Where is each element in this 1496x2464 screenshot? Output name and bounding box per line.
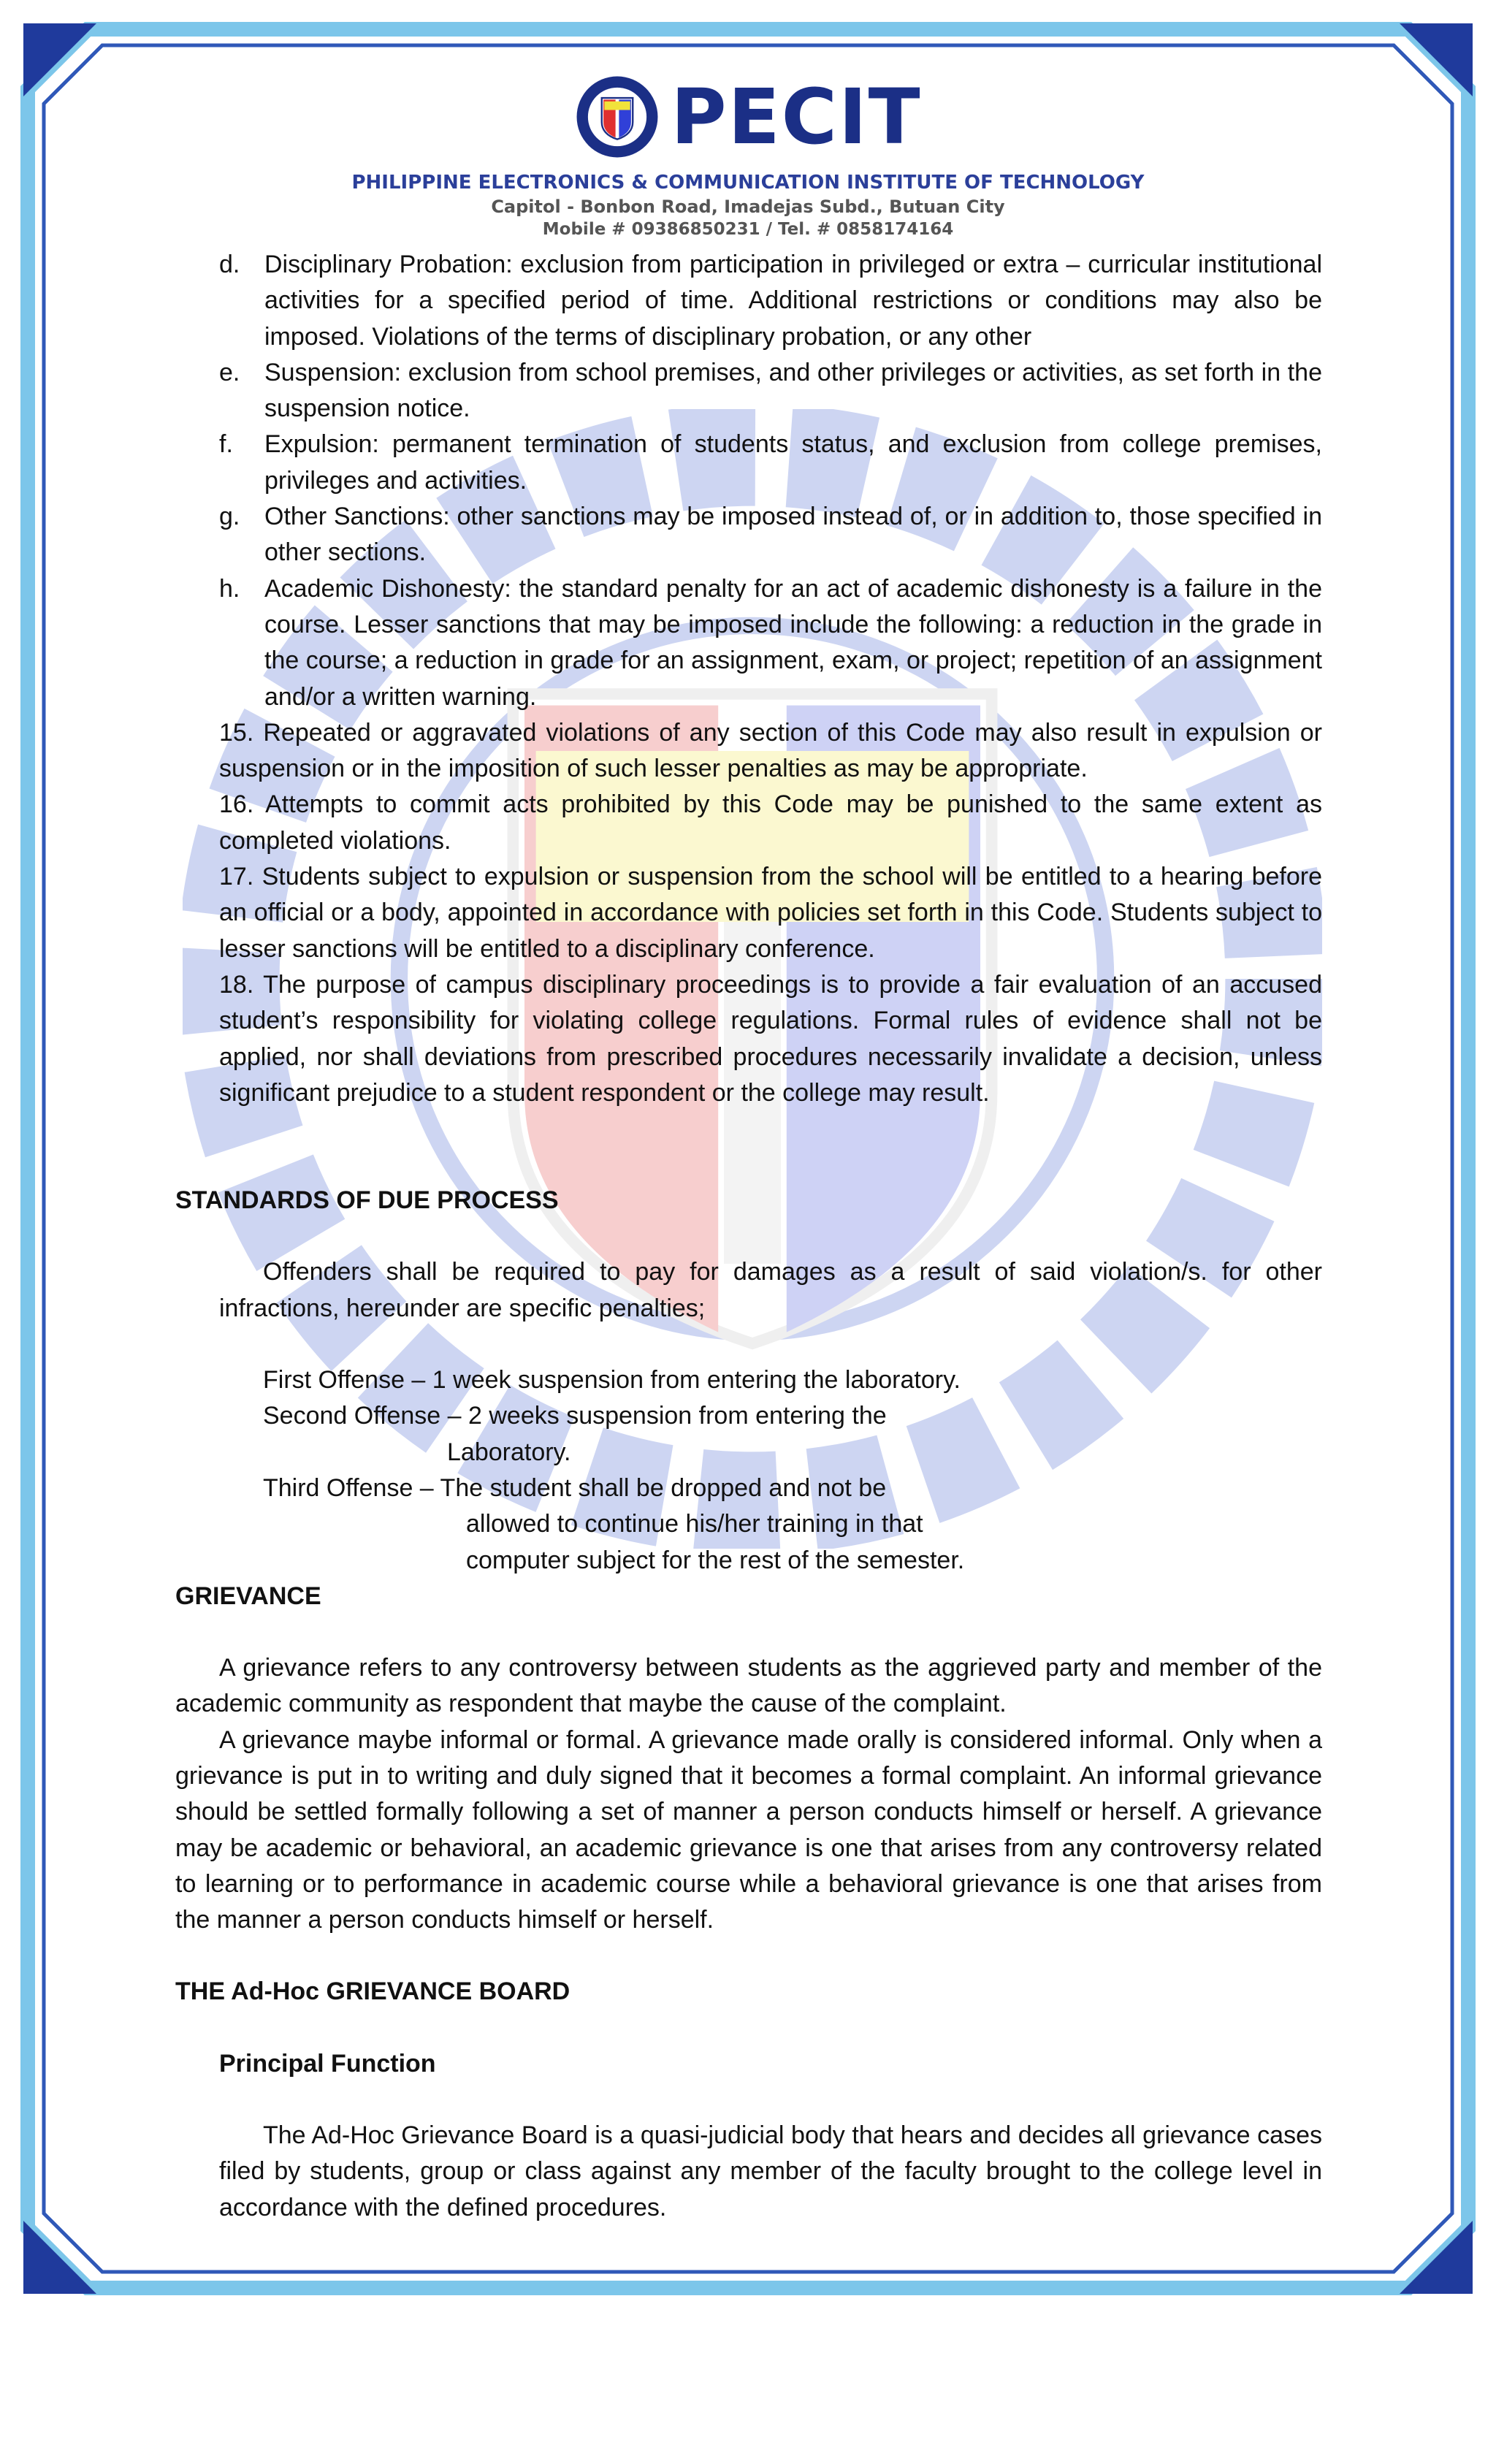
list-marker: e. [219,358,240,386]
section-heading: GRIEVANCE [175,1582,321,1610]
list-text: Academic Dishonesty: the standard penalty for an act of academic dishonesty is a failure in the course. Lesser sanctions that may be imposed include the following: a reduction in the grade in the course; a reduction in grade for an assignment, exam, or project; repetition of an assignment and/or a written warning. [264,574,1322,711]
penalty-third: Third Offense – The student shall be dropped and not be [263,1473,887,1502]
list-text: Disciplinary Probation: exclusion from participation in privileged or extra – curricular institutional activities for a specified period of time. Additional restrictions or conditions may also be imposed. Violations of the terms of disciplinary probation, or any other [264,251,1322,351]
numbered-paragraph: 15. Repeated or aggravated violations of any section of this Code may also result in expulsion or suspension or in the imposition of such lesser penalties as may be appropriate. [219,718,1322,783]
institute-name: PHILIPPINE ELECTRONICS & COMMUNICATION INSTITUTE OF TECHNOLOGY [351,172,1145,194]
list-item [175,427,1322,499]
list-item [175,247,1322,355]
institute-contact: Mobile # 09386850231 / Tel. # 0858174164 [542,220,954,239]
list-marker: f. [219,430,233,459]
penalty-third-cont: allowed to continue his/her training in that [466,1510,923,1538]
paragraph: The Ad-Hoc Grievance Board is a quasi-judicial body that hears and decides all grievance cases filed by students, group or class against any member of the faculty brought to the college level in accordance with the defined procedures. [219,2121,1322,2221]
list-marker: g. [219,503,240,531]
paragraph: Offenders shall be required to pay for damages as a result of said violation/s. for other infractions, hereunder are specific penalties; [219,1258,1322,1322]
numbered-paragraph: 16. Attempts to commit acts prohibited by this Code may be punished to the same extent as completed violations. [219,790,1322,855]
list-marker: d. [219,251,240,278]
subsection-heading: Principal Function [219,2049,436,2078]
numbered-paragraph: 18. The purpose of campus disciplinary proceedings is to provide a fair evaluation of an accused student’s responsibility for violating college regulations. Formal rules of evidence shall not be applied, nor shall deviations from prescribed procedures necessarily invalidate a decision, unless significant prejudice to a student respondent or the college may result. [219,970,1322,1107]
list-item [175,355,1322,427]
institute-address: Capitol - Bonbon Road, Imadejas Subd., Butuan City [491,197,1005,217]
list-item [175,499,1322,571]
list-text: Other Sanctions: other sanctions may be imposed instead of, or in addition to, those specified in other sections. [264,503,1322,567]
section-heading: STANDARDS OF DUE PROCESS [175,1186,559,1215]
list-marker: h. [219,574,240,603]
penalty-first: First Offense – 1 week suspension from entering the laboratory. [263,1366,961,1395]
document-body [175,247,1322,2226]
letterhead [0,69,1496,239]
penalty-second-cont: Laboratory. [447,1438,571,1466]
paragraph: A grievance maybe informal or formal. A grievance made orally is considered informal. Only when a grievance is put in to writing and duly signed that it becomes a formal complaint. An informal grievance should be settled formally following a set of manner a person conducts himself or herself. A grievance may be academic or behavioral, an academic grievance is one that arises from any controversy related to learning or to performance in academic course while a behavioral grievance is one that arises from the manner a person conducts himself or herself. [175,1725,1322,1934]
section-heading: THE Ad-Hoc GRIEVANCE BOARD [175,1977,570,2006]
brand-name: PECIT [671,72,922,161]
paragraph: A grievance refers to any controversy between students as the aggrieved party and member of the academic community as respondent that maybe the cause of the complaint. [175,1654,1322,1718]
list-text: Expulsion: permanent termination of students status, and exclusion from college premises, privileges and activities. [264,430,1322,495]
penalty-second: Second Offense – 2 weeks suspension from entering the [263,1402,887,1430]
list-item [175,571,1322,715]
list-text: Suspension: exclusion from school premises, and other privileges or activities, as set forth in the suspension notice. [264,358,1322,423]
penalty-third-cont: computer subject for the rest of the semester. [466,1546,965,1574]
pecit-seal-icon [574,74,660,160]
numbered-paragraph: 17. Students subject to expulsion or suspension from the school will be entitled to a hearing before an official or a body, appointed in accordance with policies set forth in this Code. Students subject to lesser sanctions will be entitled to a disciplinary conference. [219,863,1322,963]
